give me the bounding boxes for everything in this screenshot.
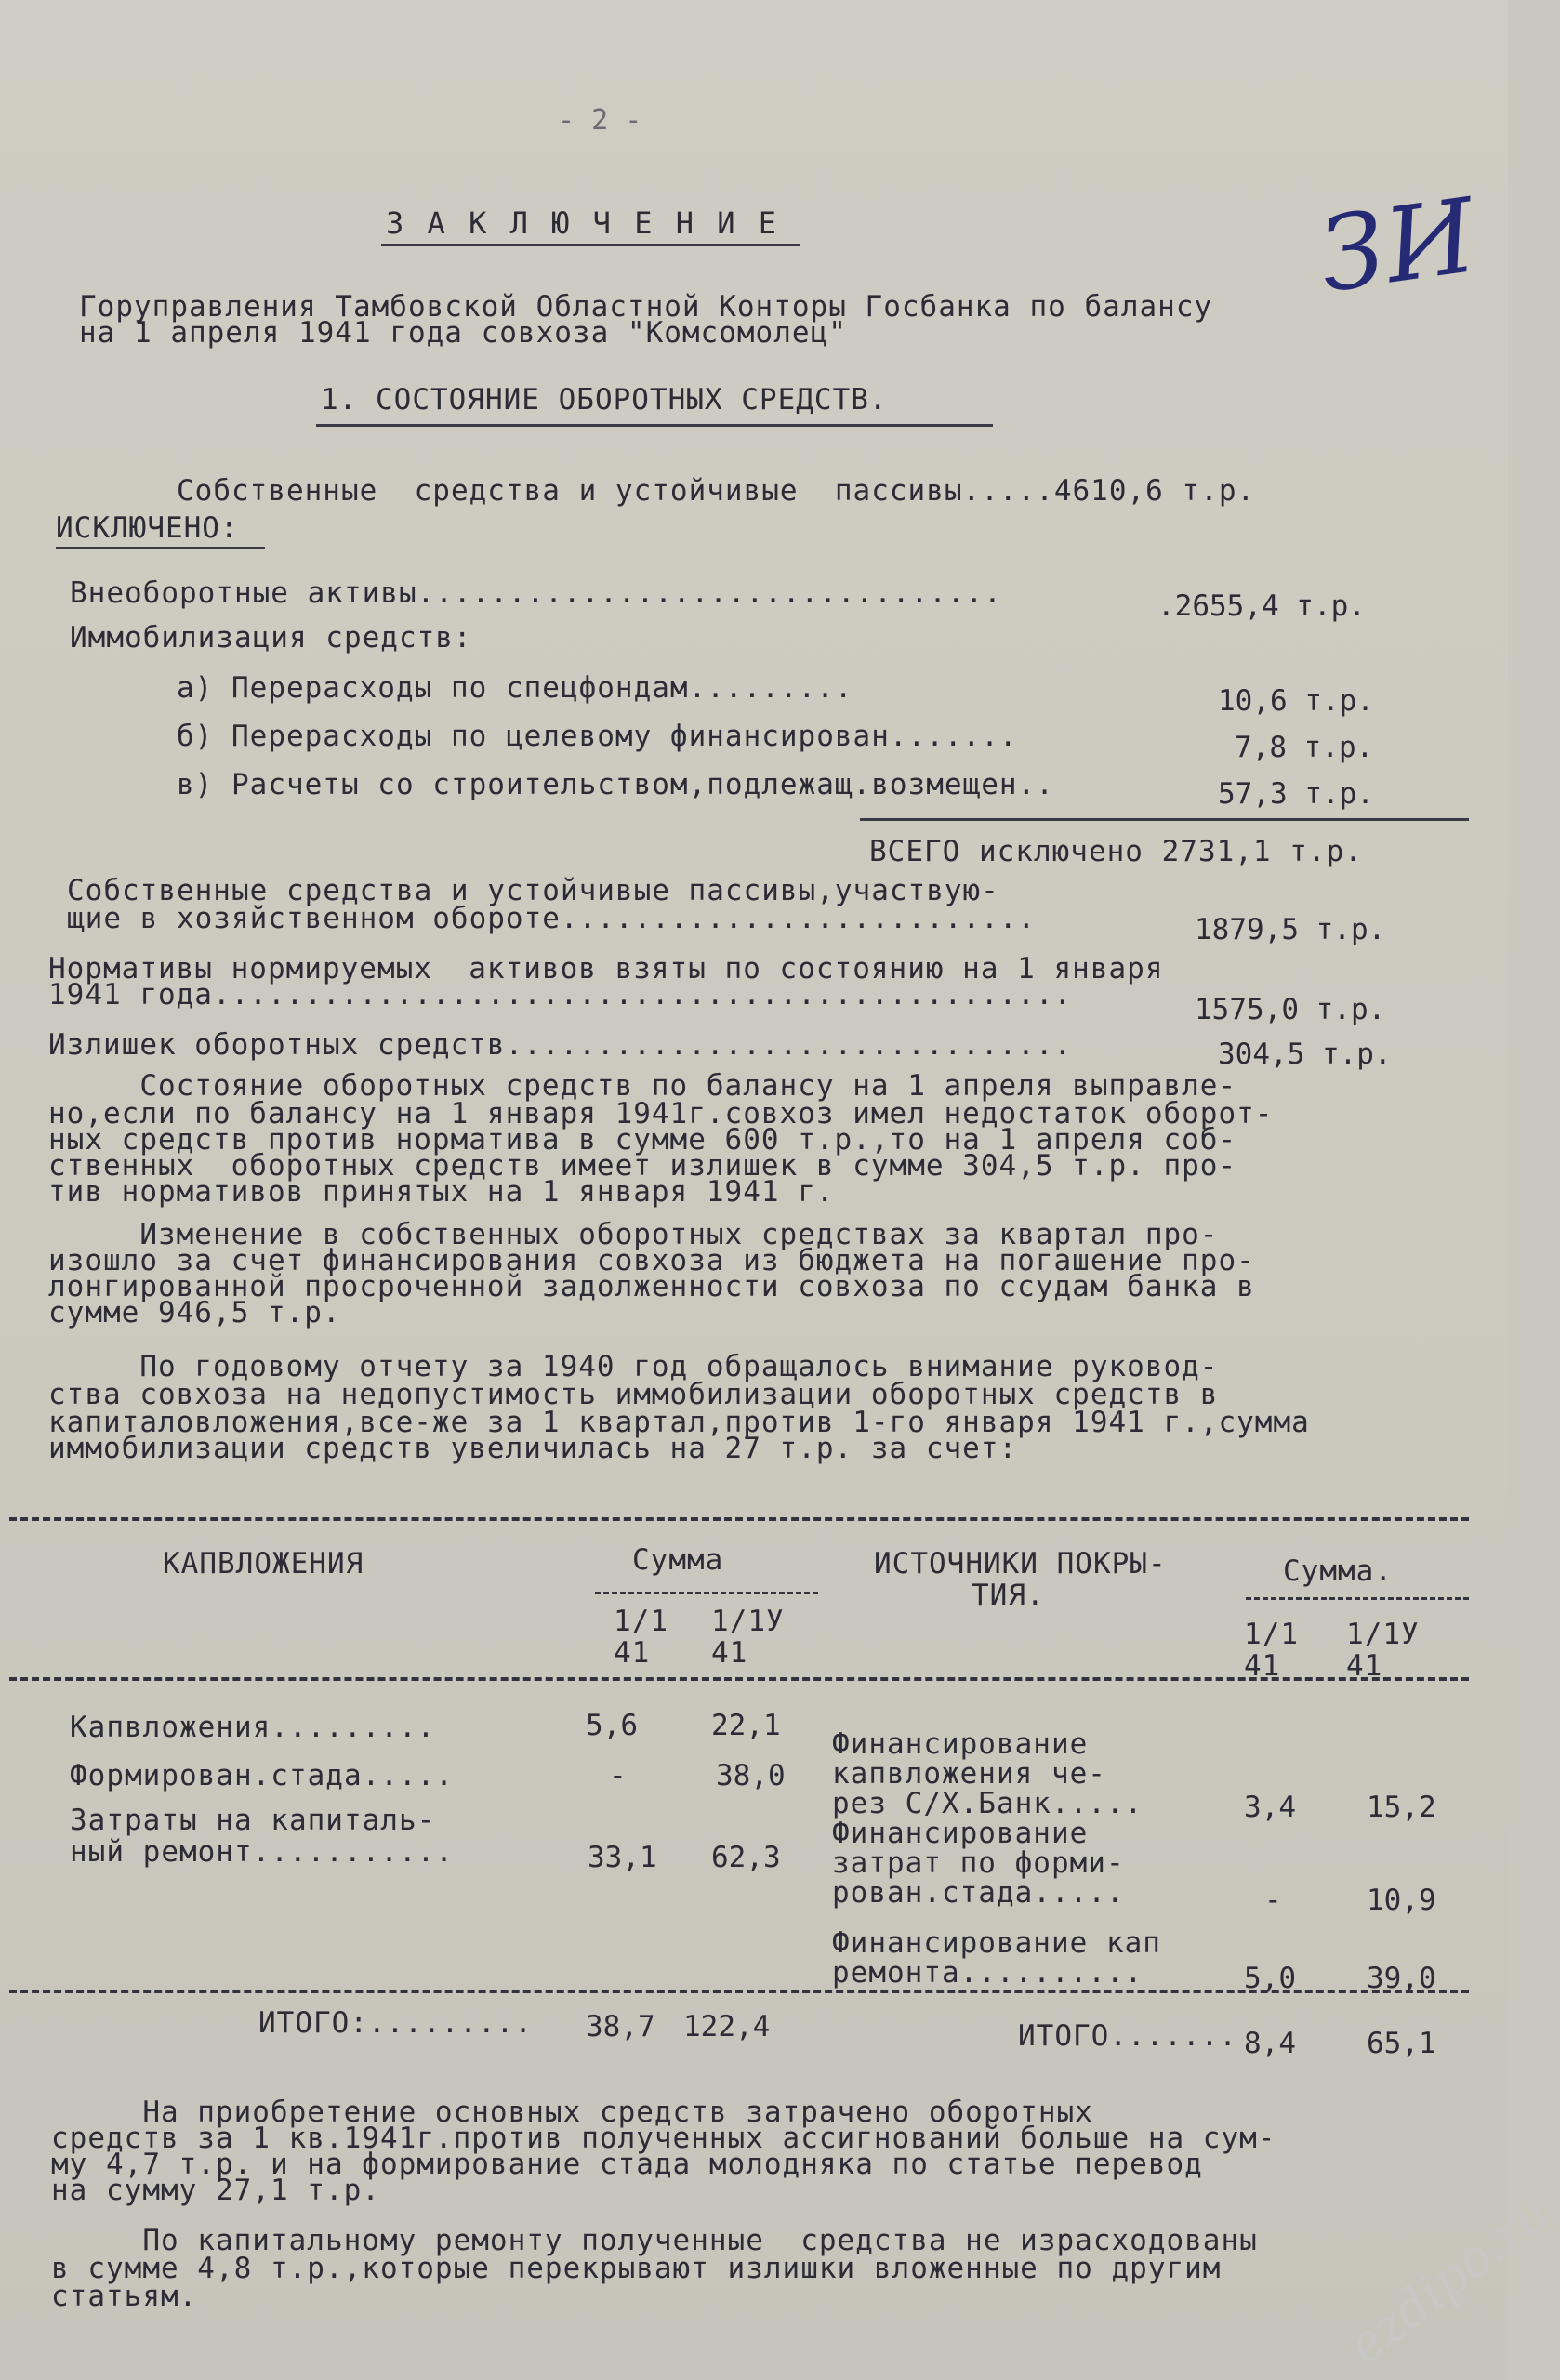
table-cell: 5,6 <box>586 1709 638 1742</box>
col-b-header: 1/1У <box>711 1605 785 1638</box>
page-number: - 2 - <box>558 104 642 137</box>
table-row-label: рез С/Х.Банк..... <box>832 1787 1144 1820</box>
sum-left-underline <box>595 1592 818 1594</box>
table-row-label: капвложения че- <box>832 1757 1106 1791</box>
table-header-capital-investments: КАПВЛОЖЕНИЯ <box>163 1547 364 1580</box>
paragraph-2-line: изошло за счет финансирования совхоза из бюджета на погашение про- <box>48 1244 1255 1277</box>
total-excluded: ВСЕГО исключено 2731,1 т.р. <box>869 835 1363 868</box>
table-row-label: Финансирование <box>832 1817 1089 1850</box>
table-row-label: Финансирование кап <box>832 1926 1161 1960</box>
table-row-label: Капвложения......... <box>70 1711 436 1744</box>
col-a-year: 41 <box>614 1636 651 1670</box>
right-total-label: ИТОГО....... <box>1018 2019 1237 2053</box>
col-d-header: 1/1У <box>1346 1618 1420 1651</box>
paragraph-1-line: Состояние оборотных средств по балансу на 1 апреля выправле- <box>48 1069 1237 1103</box>
table-row-label: ремонта.......... <box>832 1956 1144 1990</box>
table-cell: - <box>1264 1884 1282 1917</box>
col-a-header: 1/1 <box>614 1605 668 1638</box>
item-b-value: 7,8 т.р. <box>1235 731 1374 764</box>
norms-value: 1575,0 т.р. <box>1195 993 1386 1026</box>
col-c-year: 41 <box>1244 1649 1281 1683</box>
paragraph-3-line: капиталовложения,все-же за 1 квартал,против 1-го января 1941 г.,сумма <box>48 1406 1310 1439</box>
item-c-value: 57,3 т.р. <box>1218 777 1374 811</box>
closing-2-line: По капитальному ремонту полученные средства не израсходованы <box>51 2224 1258 2257</box>
norms-line-2: 1941 года............................................... <box>48 978 1073 1012</box>
paragraph-1-line: но,если по балансу на 1 января 1941г.совхоз имел недостаток оборот- <box>48 1097 1274 1130</box>
paragraph-2-line: Изменение в собственных оборотных средствах за квартал про- <box>48 1218 1219 1251</box>
table-row-label: затрат по форми- <box>832 1846 1125 1880</box>
right-total-v1: 8,4 <box>1244 2027 1296 2060</box>
table-bottom-rule <box>9 1990 1469 1993</box>
paragraph-3-line: По годовому отчету за 1940 год обращалось внимание руковод- <box>48 1350 1219 1383</box>
table-cell: - <box>609 1759 627 1792</box>
table-row-label: ный ремонт........... <box>70 1835 454 1869</box>
own-funds-line: Собственные средства и устойчивые пассивы.....4610,6 т.р. <box>177 474 1256 508</box>
excluded-label: ИСКЛЮЧЕНО: <box>56 511 239 545</box>
section-title: 1. СОСТОЯНИЕ ОБОРОТНЫХ СРЕДСТВ. <box>321 383 888 416</box>
watermark: ezdipo.ru <box>1336 2182 1560 2376</box>
norms-line-1: Нормативы нормируемых активов взяты по состоянию на 1 января <box>48 952 1164 985</box>
table-cell: 3,4 <box>1244 1791 1296 1824</box>
col-d-year: 41 <box>1346 1649 1383 1683</box>
closing-1-line: средств за 1 кв.1941г.против полученных ассигнований больше на сум- <box>51 2122 1276 2155</box>
left-total-label: ИТОГО:......... <box>258 2006 533 2040</box>
table-cell: 15,2 <box>1367 1791 1436 1824</box>
section-title-underline <box>316 424 993 427</box>
paragraph-1-line: тив нормативов принятых на 1 января 1941 г. <box>48 1175 835 1209</box>
paragraph-2-line: лонгированной просроченной задолженности совхоза по ссудам банка в <box>48 1270 1255 1303</box>
intro-line-2: на 1 апреля 1941 года совхоза "Комсомолец" <box>79 316 847 350</box>
col-c-header: 1/1 <box>1244 1618 1299 1651</box>
table-top-rule <box>9 1517 1469 1521</box>
item-a-value: 10,6 т.р. <box>1218 684 1374 718</box>
table-row-label: Финансирование <box>832 1727 1089 1761</box>
table-header-sum-right: Сумма. <box>1283 1554 1393 1588</box>
own-in-turnover-line-1: Собственные средства и устойчивые пассивы,участвую- <box>67 874 999 907</box>
closing-2-line: статьям. <box>51 2280 198 2313</box>
closing-2-line: в сумме 4,8 т.р.,которые перекрывают излишки вложенные по другим <box>51 2252 1222 2285</box>
intro-line-1: Горуправления Тамбовской Областной Конторы Госбанка по балансу <box>79 290 1213 324</box>
document-heading: З А К Л Ю Ч Е Н И Е <box>386 205 780 241</box>
paragraph-2-line: сумме 946,5 т.р. <box>48 1296 341 1329</box>
table-row-label: Затраты на капиталь- <box>70 1804 436 1837</box>
closing-1-line: му 4,7 т.р. и на формирование стада молодняка по статье перевод <box>51 2148 1203 2181</box>
item-b-label: б) Перерасходы по целевому финансирован....... <box>177 720 1018 753</box>
table-cell: 38,0 <box>716 1759 786 1792</box>
table-row-label: Формирован.стада..... <box>70 1759 454 1792</box>
surplus-value: 304,5 т.р. <box>1218 1038 1392 1071</box>
table-header-sources-1: ИСТОЧНИКИ ПОКРЫ- <box>874 1547 1167 1580</box>
heading-underline <box>381 244 800 246</box>
non-current-assets-value: .2655,4 т.р. <box>1157 589 1366 623</box>
table-cell: 39,0 <box>1367 1962 1436 1995</box>
closing-1-line: на сумму 27,1 т.р. <box>51 2174 380 2207</box>
item-c-label: в) Расчеты со строительством,подлежащ.возмещен.. <box>177 768 1054 801</box>
own-in-turnover-value: 1879,5 т.р. <box>1195 913 1386 946</box>
table-cell: 22,1 <box>711 1709 781 1742</box>
paragraph-3-line: иммобилизации средств увеличилась на 27 т.р. за счет: <box>48 1432 1018 1465</box>
immobilization-label: Иммобилизация средств: <box>70 621 472 654</box>
item-a-label: а) Перерасходы по спецфондам......... <box>177 671 853 705</box>
col-b-year: 41 <box>711 1636 748 1670</box>
sum-right-underline <box>1246 1597 1469 1600</box>
left-total-v1: 38,7 <box>586 2010 655 2043</box>
surplus-label: Излишек оборотных средств............................... <box>48 1028 1073 1062</box>
paragraph-1-line: ственных оборотных средств имеет излишек в сумме 304,5 т.р. про- <box>48 1149 1237 1183</box>
table-header-rule <box>9 1677 1469 1681</box>
table-header-sum-left: Сумма <box>632 1543 724 1577</box>
non-current-assets-label: Внеоборотные активы................................ <box>70 576 1002 610</box>
table-cell: 33,1 <box>588 1841 657 1874</box>
paragraph-1-line: ных средств против норматива в сумме 600 т.р.,то на 1 апреля соб- <box>48 1123 1237 1157</box>
total-excluded-rule <box>860 818 1469 821</box>
table-header-sources-2: ТИЯ. <box>972 1579 1045 1612</box>
table-cell: 62,3 <box>711 1841 781 1874</box>
table-row-label: рован.стада..... <box>832 1876 1125 1910</box>
closing-1-line: На приобретение основных средств затрачено оборотных <box>51 2096 1093 2129</box>
excluded-underline <box>56 547 265 549</box>
table-cell: 10,9 <box>1367 1884 1436 1917</box>
right-total-v2: 65,1 <box>1367 2027 1436 2060</box>
paragraph-3-line: ства совхоза на недопустимость иммобилизации оборотных средств в <box>48 1378 1219 1411</box>
table-cell: 5,0 <box>1244 1962 1296 1995</box>
own-in-turnover-line-2: щие в хозяйственном обороте.......................... <box>67 902 1037 935</box>
handwritten-mark: ЗИ <box>1312 175 1485 316</box>
left-total-v2: 122,4 <box>683 2010 771 2043</box>
